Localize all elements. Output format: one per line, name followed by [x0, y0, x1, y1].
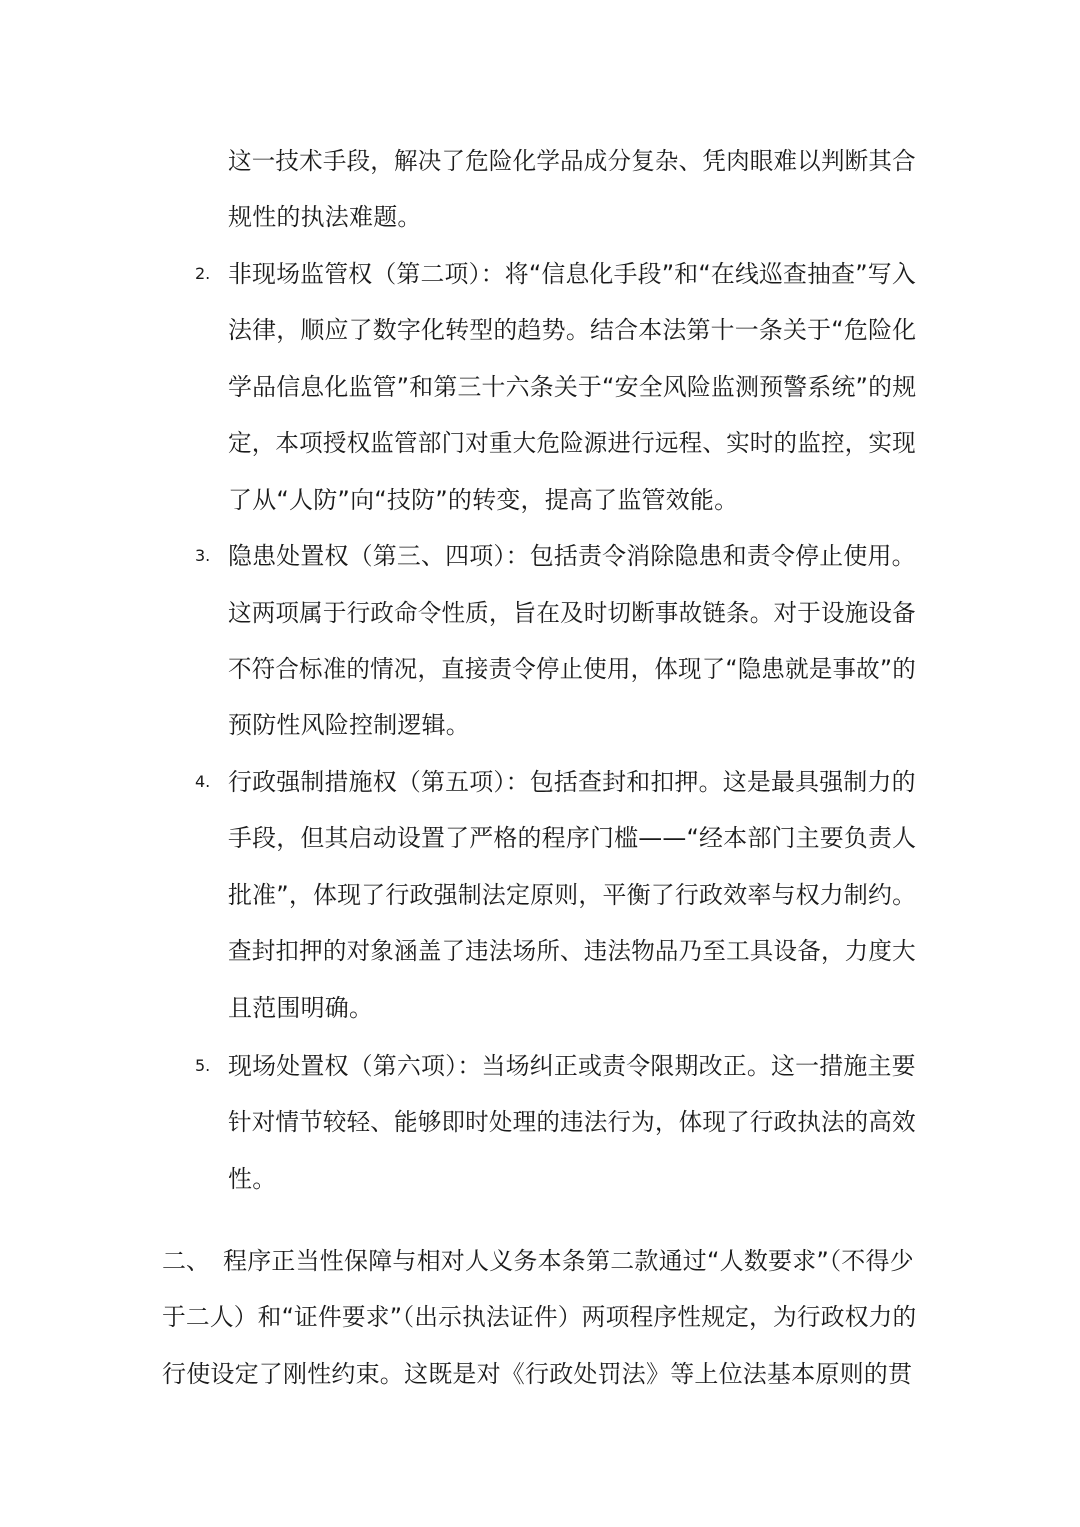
section-line: 行使设定了刚性约束。这既是对《行政处罚法》等上位法基本原则的贯: [162, 1360, 913, 1388]
section-line: 程序正当性保障与相对人义务本条第二款通过“人数要求”（不得少: [223, 1247, 914, 1275]
list-item-line: 行政强制措施权（第五项）：包括查封和扣押。这是最具强制力的: [228, 768, 916, 796]
list-item-line: 隐患处置权（第三、四项）：包括责令消除隐患和责令停止使用。: [228, 542, 916, 570]
list-number: 5.: [195, 1056, 211, 1075]
list-item-line: 查封扣押的对象涵盖了违法场所、违法物品乃至工具设备，力度大: [228, 937, 916, 965]
list-item-line: 手段，但其启动设置了严格的程序门槛——“经本部门主要负责人: [228, 824, 917, 852]
list-item-line: 预防性风险控制逻辑。: [228, 711, 470, 739]
list-item-line: 现场处置权（第六项）：当场纠正或责令限期改正。这一措施主要: [228, 1052, 916, 1080]
intro-line: 这一技术手段，解决了危险化学品成分复杂、凭肉眼难以判断其合: [228, 147, 916, 175]
list-item-line: 不符合标准的情况，直接责令停止使用，体现了“隐患就是事故”的: [228, 655, 916, 683]
section-number: 二、: [162, 1247, 210, 1275]
list-number: 3.: [195, 546, 211, 565]
list-item-line: 性。: [228, 1165, 277, 1193]
list-item-line: 针对情节较轻、能够即时处理的违法行为，体现了行政执法的高效: [228, 1108, 916, 1136]
list-item-line: 批准”，体现了行政强制法定原则，平衡了行政效率与权力制约。: [228, 881, 917, 909]
list-item-line: 非现场监管权（第二项）：将“信息化手段”和“在线巡查抽查”写入: [228, 260, 916, 288]
list-item-line: 定，本项授权监管部门对重大危险源进行远程、实时的监控，实现: [228, 429, 916, 457]
list-item-line: 了从“人防”向“技防”的转变，提高了监管效能。: [228, 486, 739, 514]
list-item-line: 法律，顺应了数字化转型的趋势。结合本法第十一条关于“危险化: [228, 316, 917, 344]
intro-line: 规性的执法难题。: [228, 203, 422, 231]
section-line: 于二人）和“证件要求”（出示执法证件）两项程序性规定，为行政权力的: [162, 1303, 917, 1331]
list-item-line: 这两项属于行政命令性质，旨在及时切断事故链条。对于设施设备: [228, 599, 916, 627]
list-number: 4.: [195, 772, 211, 791]
list-number: 2.: [195, 264, 211, 283]
list-item-line: 学品信息化监管”和第三十六条关于“安全风险监测预警系统”的规: [228, 373, 917, 401]
list-item-line: 且范围明确。: [228, 994, 374, 1022]
